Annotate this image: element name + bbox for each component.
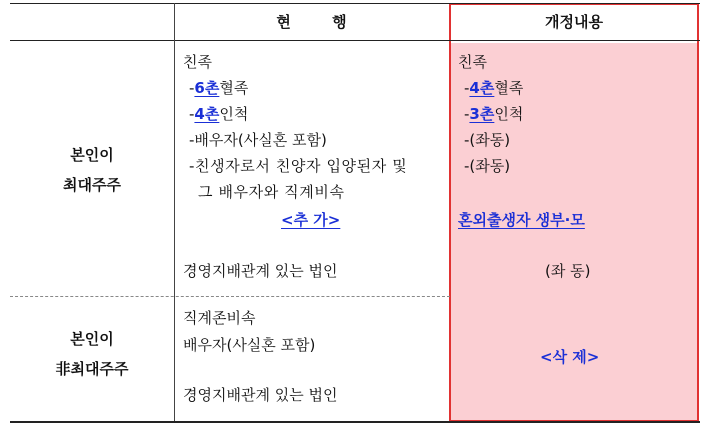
column-divider	[174, 3, 175, 421]
revised-item1-text: 혈족	[494, 79, 524, 97]
current-item2-degree: 4촌	[194, 105, 220, 123]
current-item-adopted-child: -친생자로서 친양자 입양된자 및	[189, 157, 408, 175]
row-label-non-largest-shareholder	[10, 324, 174, 384]
row-label-largest-shareholder	[10, 140, 174, 200]
current-item-spouse: -배우자(사실혼 포함)	[189, 131, 327, 149]
row-label-line: 본인이	[70, 146, 114, 164]
current-relatives: 친족	[183, 53, 212, 71]
revised-added-item: 혼외출생자 생부·모	[458, 211, 585, 229]
revised-item1-degree: 4촌	[469, 79, 495, 97]
header-revised: 개정내용	[545, 13, 603, 31]
current-corporation-2: 경영지배관계 있는 법인	[183, 386, 338, 404]
current-item-adopted-child-cont: 그 배우자와 직계비속	[198, 183, 345, 201]
current-item2-text: 인척	[219, 105, 249, 123]
revised-item2-text: 인척	[494, 105, 524, 123]
revised-deleted: <삭 제>	[540, 348, 600, 366]
current-corporation: 경영지배관계 있는 법인	[183, 262, 338, 280]
current-spouse: 배우자(사실혼 포함)	[183, 336, 316, 354]
revised-item-spouse: -(좌동)	[464, 131, 511, 149]
header-current: 현 행	[276, 13, 365, 31]
current-item1-degree: 6촌	[194, 79, 220, 97]
table-top-border	[10, 3, 700, 4]
header-divider	[10, 40, 700, 41]
current-item1-text: 혈족	[219, 79, 249, 97]
revised-item-adopted-child: -(좌동)	[464, 157, 511, 175]
revised-item-blood-relatives: -4촌혈족	[464, 79, 524, 97]
current-added-placeholder: <추 가>	[281, 211, 341, 229]
current-item-blood-relatives: -6촌혈족	[189, 79, 249, 97]
row-divider	[10, 296, 450, 297]
row-label-line: 非최대주주	[55, 360, 129, 378]
revised-item-in-laws: -3촌인척	[464, 105, 524, 123]
revised-corporation: (좌 동)	[545, 262, 591, 280]
current-item-in-laws: -4촌인척	[189, 105, 249, 123]
row-label-line: 최대주주	[63, 176, 121, 194]
row-label-line: 본인이	[70, 330, 114, 348]
revised-item2-degree: 3촌	[469, 105, 495, 123]
revised-relatives: 친족	[458, 53, 487, 71]
current-lineal: 직계존비속	[183, 309, 256, 327]
